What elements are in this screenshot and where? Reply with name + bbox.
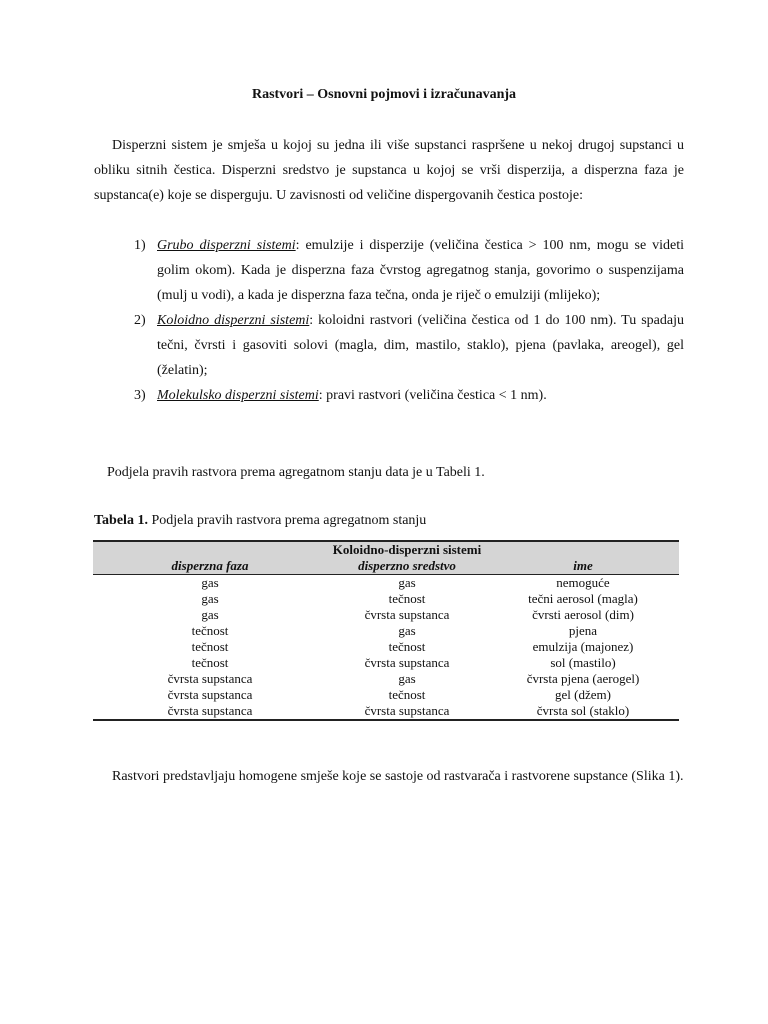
column-header-medium: disperzno sredstvo bbox=[327, 557, 487, 575]
table-reference-paragraph: Podjela pravih rastvora prema agregatnom stanju data je u Tabeli 1. bbox=[107, 465, 485, 480]
list-text: : pravi rastvori (veličina čestica < 1 nm). bbox=[318, 388, 547, 403]
table-row: tečnost čvrsta supstanca sol (mastilo) bbox=[191, 655, 616, 670]
intro-paragraph: Disperzni sistem je smješa u kojoj su jedna ili više supstanci raspršene u nekoj drugoj supstanci u obliku sitnih čestica. Disperzni sredstvo je supstanca u kojoj se vrši disperzija, a disperzna faza je supstanca(e) koje se disperguju. U zavisnosti od veličine dispergovanih čestica postoje: bbox=[94, 138, 684, 203]
list-number: 1) bbox=[134, 238, 146, 253]
list-item bbox=[94, 233, 684, 308]
table-row: gas čvrsta supstanca čvrsti aerosol (dim) bbox=[201, 607, 634, 622]
column-header-name: ime bbox=[487, 557, 679, 575]
list-term: Koloidno disperzni sistemi bbox=[157, 313, 310, 328]
table-row: čvrsta supstanca gas čvrsta pjena (aerogel) bbox=[167, 671, 640, 686]
table-row: čvrsta supstanca tečnost gel (džem) bbox=[167, 687, 611, 702]
list-number: 2) bbox=[134, 313, 146, 328]
document-title: Rastvori – Osnovni pojmovi i izračunavanja bbox=[251, 87, 517, 102]
list-number: 3) bbox=[134, 388, 146, 403]
list-item bbox=[94, 383, 684, 408]
table-caption-text: Podjela pravih rastvora prema agregatnom stanju bbox=[147, 513, 427, 528]
list-term: Molekulsko disperzni sistemi bbox=[157, 388, 319, 403]
table-row: gas gas nemoguće bbox=[201, 575, 610, 590]
column-header-phase: disperzna faza bbox=[93, 557, 327, 575]
list-text: : koloidni rastvori (veličina čestica od 1 do 100 nm). Tu spadaju tečni, čvrsti i gasoviti solovi (magla, dim, mastilo, staklo), pjena (pavlaka, areogel), gel (želatin); bbox=[157, 313, 684, 378]
table-group-header: Koloidno-disperzni sistemi bbox=[327, 541, 487, 557]
closing-paragraph: Rastvori predstavljaju homogene smješe koje se sastoje od rastvarača i rastvorene supstance (Slika 1). bbox=[112, 769, 684, 784]
list-text: : emulzije i disperzije (veličina čestica > 100 nm, mogu se videti golim okom). Kada je disperzna faza čvrstog agregatnog stanja, govorimo o suspenzijama (mulj u vodi), a kada je disperzna faza tečna, onda je riječ o emulziji (mlijeko); bbox=[157, 238, 684, 303]
list-term: Grubo disperzni sistemi bbox=[157, 238, 296, 253]
table-caption-label: Tabela 1. bbox=[94, 513, 148, 528]
table-row: gas tečnost tečni aerosol (magla) bbox=[201, 591, 638, 606]
table-row: tečnost tečnost emulzija (majonez) bbox=[191, 639, 634, 654]
dispersion-types-list bbox=[94, 233, 684, 408]
solutions-table bbox=[93, 540, 679, 721]
table-row: tečnost gas pjena bbox=[191, 623, 598, 638]
list-item bbox=[94, 308, 684, 383]
table-caption bbox=[94, 513, 426, 529]
table-row: čvrsta supstanca čvrsta supstanca čvrsta sol (staklo) bbox=[93, 703, 679, 720]
